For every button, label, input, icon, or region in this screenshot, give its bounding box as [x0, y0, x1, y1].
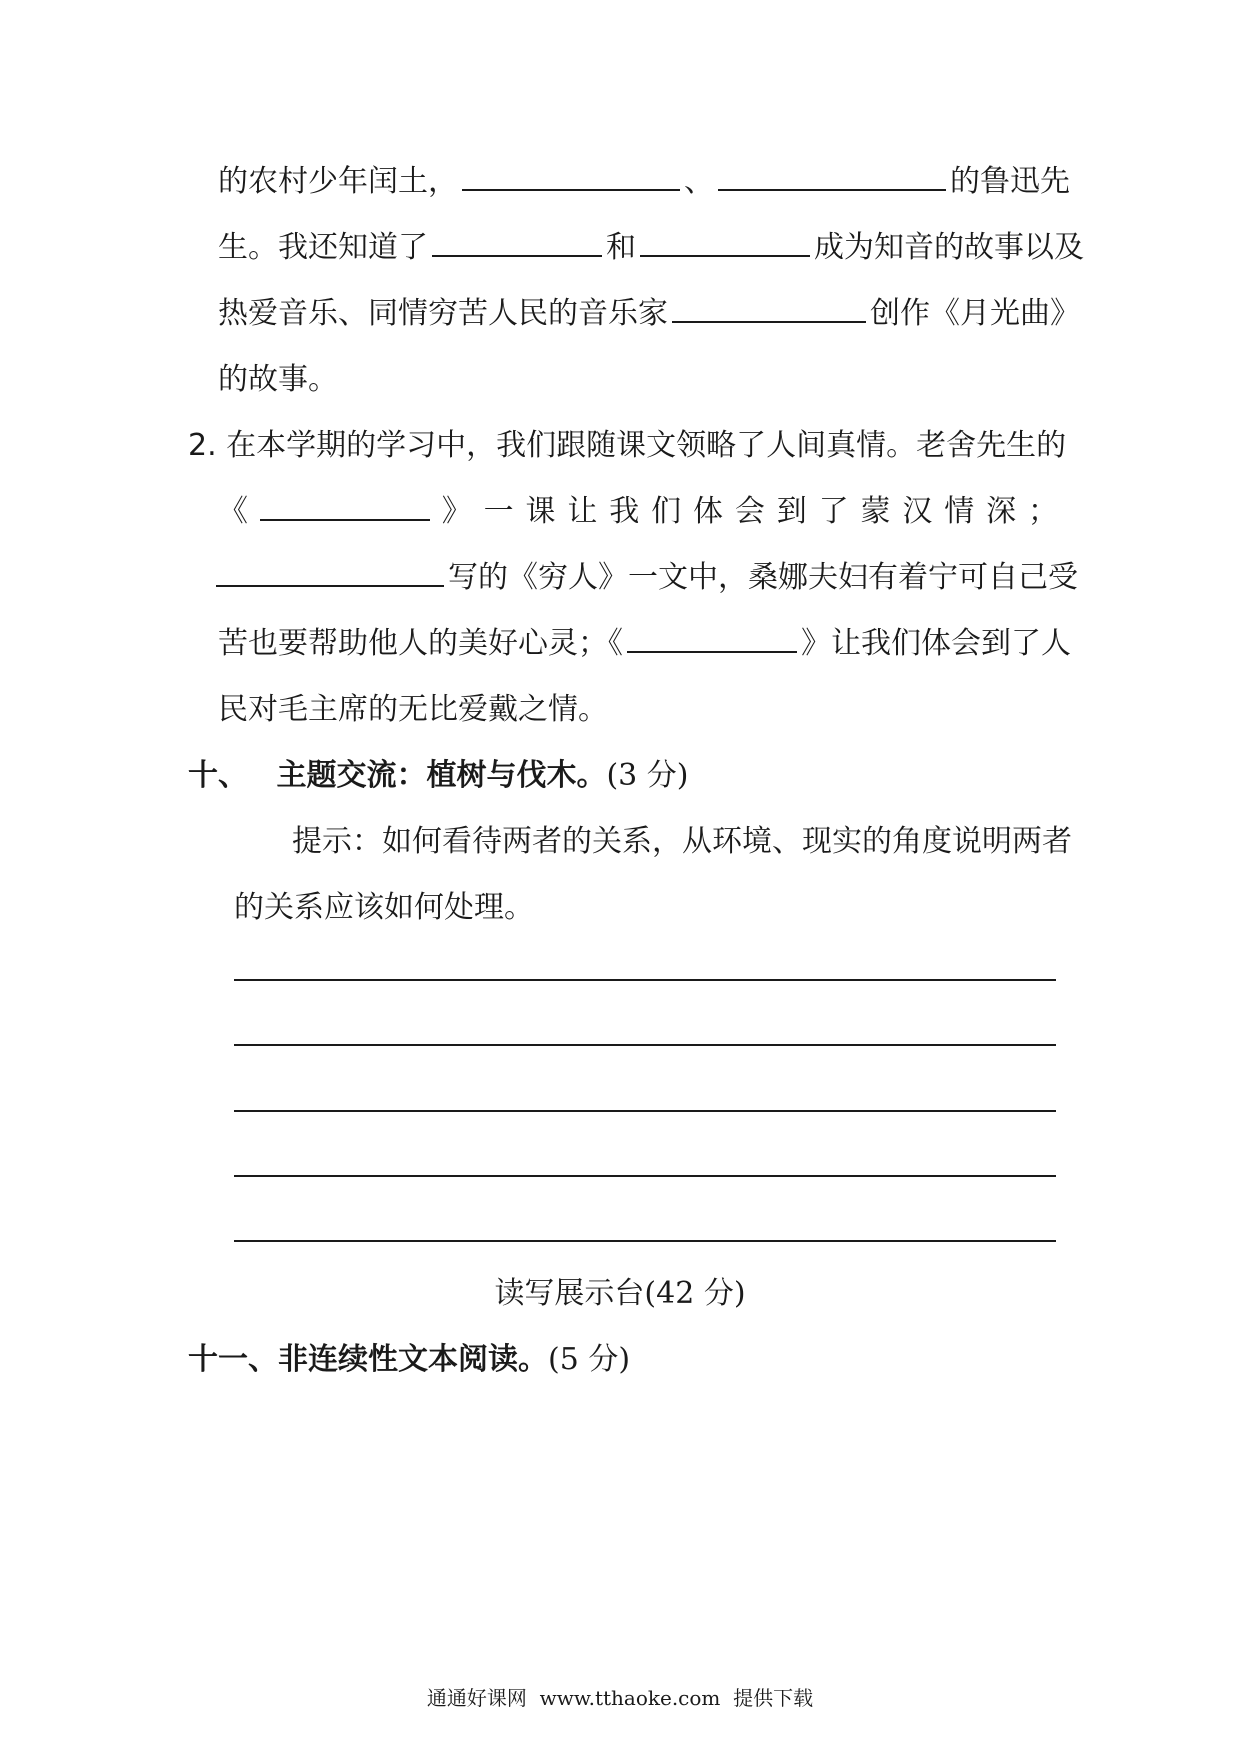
- q1-text: 的故事。: [218, 362, 338, 397]
- hint-line-1: [292, 822, 1072, 862]
- answer-blank[interactable]: [718, 163, 946, 191]
- q2-char: 们: [651, 494, 682, 529]
- footer-text: 通通好课网 www.tthaoke.com 提供下载: [426, 1686, 814, 1710]
- q1-text: 、: [684, 164, 714, 199]
- section-10-heading: [188, 756, 688, 796]
- answer-blank[interactable]: [640, 229, 810, 257]
- q2-char: 》: [441, 494, 472, 529]
- q2-char: 会: [734, 494, 765, 529]
- q1-line-3: [218, 294, 1080, 334]
- writing-line[interactable]: [234, 1240, 1056, 1242]
- q2-line-2: [218, 492, 1058, 532]
- section-11-heading: [188, 1340, 630, 1380]
- q1-text: 和: [606, 230, 636, 265]
- q1-text: 的鲁迅先: [950, 164, 1070, 199]
- writing-line[interactable]: [234, 979, 1056, 981]
- section-score: (3 分): [606, 758, 689, 793]
- section-score: (5 分): [548, 1342, 631, 1377]
- answer-blank[interactable]: [260, 493, 430, 521]
- section-banner-text: 读写展示台(42 分): [494, 1276, 746, 1311]
- section-title: 非连续性文本阅读。: [278, 1342, 548, 1377]
- book-title-open: 《: [218, 494, 248, 529]
- answer-blank[interactable]: [627, 625, 797, 653]
- section-title: 主题交流：植树与伐木。: [276, 758, 607, 793]
- q2-char: 让: [567, 494, 598, 529]
- q1-line-2: [218, 228, 1084, 268]
- question-number: 2.: [188, 428, 217, 463]
- answer-blank[interactable]: [672, 295, 866, 323]
- q2-char: 体: [693, 494, 723, 529]
- q2-line-5: [218, 690, 608, 730]
- q2-char: 一: [483, 494, 514, 529]
- q1-text: 生。我还知道了: [218, 230, 428, 265]
- q2-line-1: [188, 426, 1066, 466]
- q2-char: ；: [1028, 494, 1058, 529]
- q2-char: 情: [944, 494, 975, 529]
- section-banner: [0, 1274, 1240, 1314]
- q2-char: 到: [776, 494, 807, 529]
- answer-blank[interactable]: [462, 163, 680, 191]
- hint-text: 的关系应该如何处理。: [234, 890, 534, 925]
- q1-text: 的农村少年闰土，: [218, 164, 458, 199]
- q2-char: 我: [609, 494, 640, 529]
- q2-char: 汉: [902, 494, 933, 529]
- footer: [0, 1682, 1240, 1711]
- q1-line-1: [218, 162, 1070, 202]
- q2-text: 苦也要帮助他人的美好心灵；《: [218, 626, 623, 661]
- q1-text: 热爱音乐、同情穷苦人民的音乐家: [218, 296, 668, 331]
- q2-char: 蒙: [860, 494, 891, 529]
- writing-line[interactable]: [234, 1175, 1056, 1177]
- hint-line-2: [234, 888, 534, 928]
- q2-text: 》让我们体会到了人: [801, 626, 1071, 661]
- q2-text: 民对毛主席的无比爱戴之情。: [218, 692, 608, 727]
- writing-line[interactable]: [234, 1044, 1056, 1046]
- section-number: 十、: [188, 758, 248, 793]
- q2-text: 写的《穷人》一文中，桑娜夫妇有着宁可自己受: [448, 560, 1078, 595]
- q1-line-4: [218, 360, 338, 400]
- q1-text: 创作《月光曲》: [870, 296, 1080, 331]
- hint-text: 提示：如何看待两者的关系，从环境、现实的角度说明两者: [292, 824, 1072, 859]
- q2-char: 了: [818, 494, 849, 529]
- writing-line[interactable]: [234, 1110, 1056, 1112]
- answer-blank[interactable]: [216, 559, 444, 587]
- q2-char: 深: [986, 494, 1017, 529]
- section-number: 十一、: [188, 1342, 278, 1377]
- q2-line-3: [216, 558, 1078, 598]
- q2-char: 课: [525, 494, 556, 529]
- q1-text: 成为知音的故事以及: [814, 230, 1084, 265]
- answer-blank[interactable]: [432, 229, 602, 257]
- q2-line-4: [218, 624, 1071, 664]
- q2-text: 在本学期的学习中，我们跟随课文领略了人间真情。老舍先生的: [226, 428, 1067, 463]
